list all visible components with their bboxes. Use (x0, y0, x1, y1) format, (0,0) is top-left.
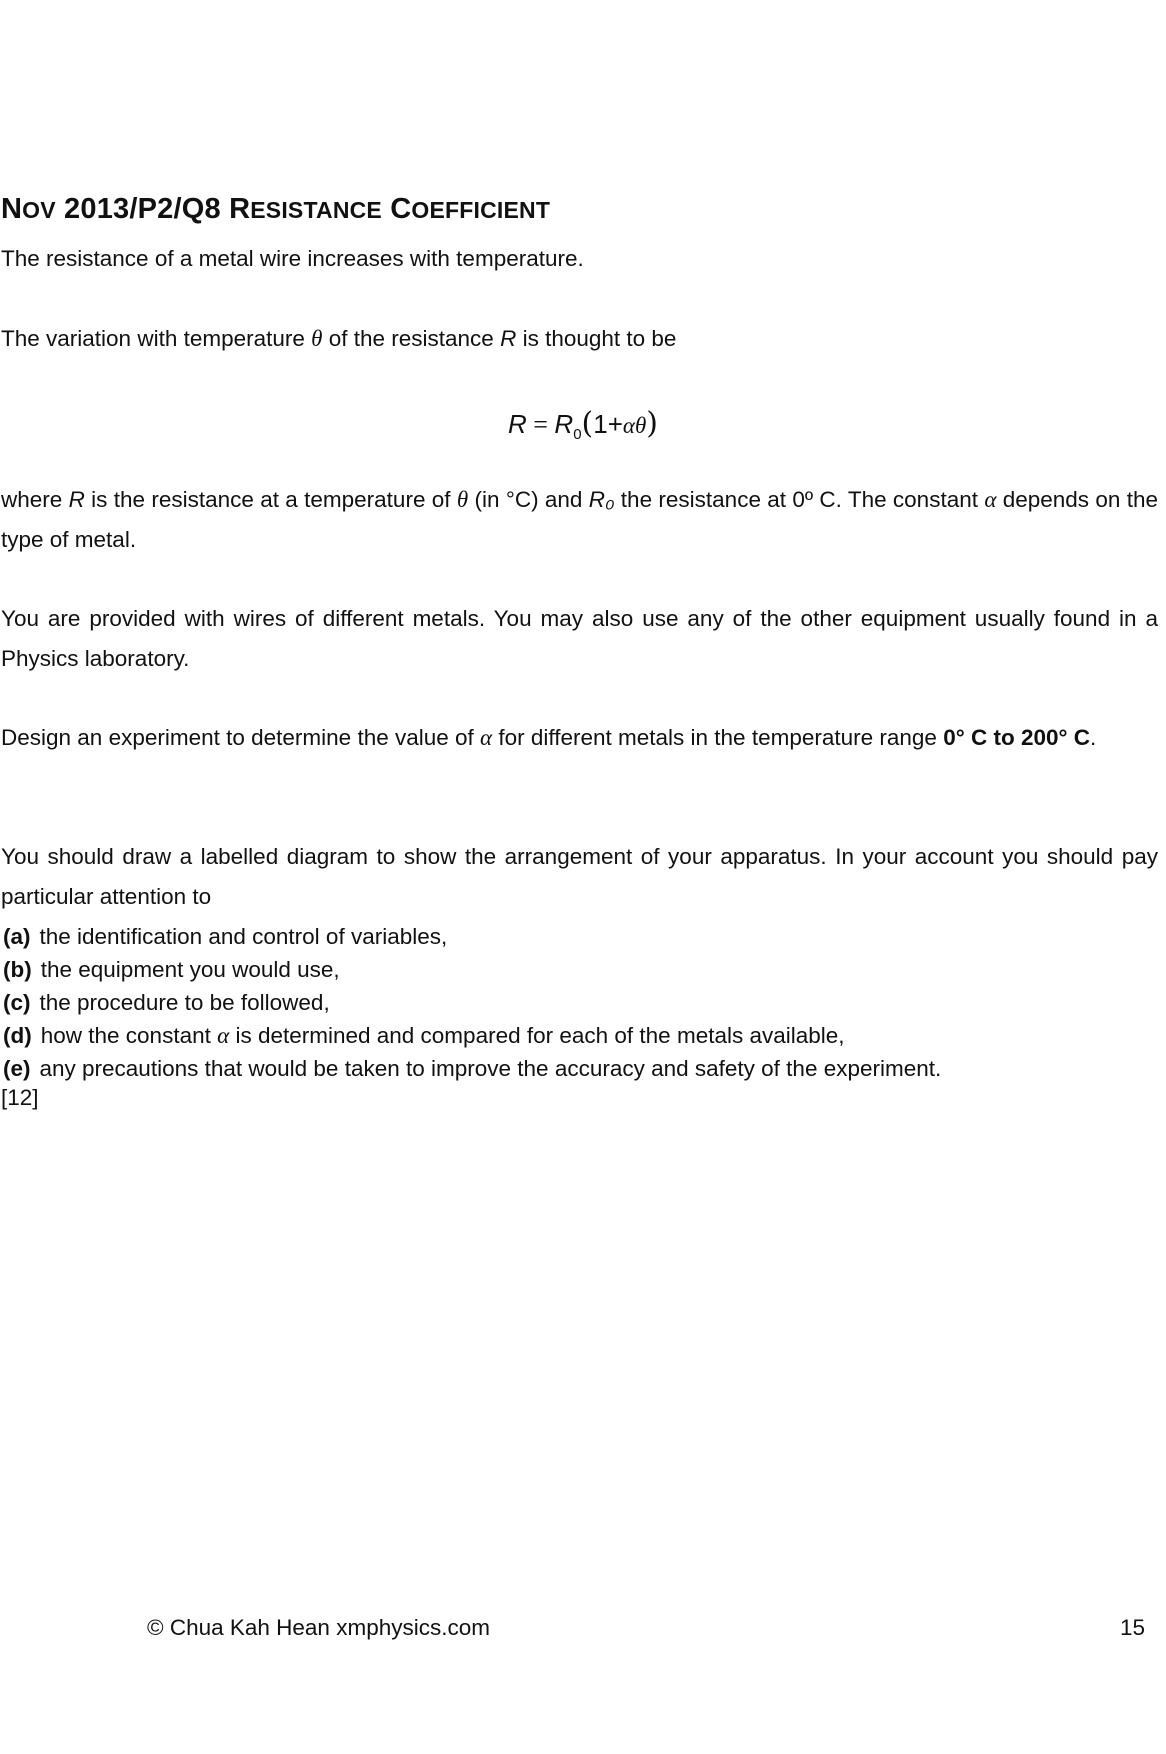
text-segment: depends on the type of metal. (1, 487, 1158, 552)
list-item-text: any precautions that would be taken to improve the accuracy and safety of the experiment. (39, 1056, 942, 1081)
text-segment: Design an experiment to determine the value of (1, 725, 481, 750)
alpha-symbol: α (984, 487, 997, 512)
list-item (3, 1019, 1160, 1052)
text-segment: is thought to be (516, 326, 677, 351)
eq-equals: = (526, 410, 555, 439)
resistance-symbol: R (68, 487, 85, 512)
list-item-label: (d) (3, 1023, 32, 1048)
eq-subscript: 0 (573, 426, 582, 443)
text-segment: The variation with temperature (1, 326, 312, 351)
intro-paragraph: The resistance of a metal wire increases with temperature. (1, 246, 584, 271)
question-title (1, 193, 550, 226)
text-segment: the resistance at 0º C. The constant (614, 487, 985, 512)
eq-r0: R (554, 409, 574, 439)
list-item (3, 953, 1160, 986)
marks-allocation: [12] (1, 1085, 39, 1110)
alpha-symbol: α (217, 1023, 230, 1048)
text-segment: (in °C) and (468, 487, 589, 512)
text-segment: is the resistance at a temperature of (84, 487, 457, 512)
list-item (3, 1052, 1160, 1085)
instructions-paragraph: You should draw a labelled diagram to show the arrangement of your apparatus. In your account you should pay particular attention to (1, 844, 1158, 909)
list-item-label: (e) (3, 1056, 31, 1081)
attention-list (3, 920, 1160, 1085)
theta-symbol: θ (456, 487, 469, 512)
list-item-label: (b) (3, 957, 32, 982)
text-segment: . (1089, 725, 1097, 750)
task-paragraph (1, 718, 1158, 758)
list-item (3, 986, 1160, 1019)
text-segment: of the resistance (322, 326, 501, 351)
footer-copyright: © Chua Kah Hean xmphysics.com (147, 1615, 490, 1640)
text-segment: for different metals in the temperature range (492, 725, 944, 750)
r0-symbol: R₀ (588, 487, 615, 512)
eq-alpha-theta: αθ (622, 413, 647, 438)
eq-close-paren: ) (646, 406, 659, 441)
title-part: OEFFICIENT (411, 197, 551, 223)
eq-one-plus: 1+ (593, 409, 623, 439)
list-item-text: how the constant (40, 1023, 218, 1048)
title-part: N (1, 193, 23, 225)
resistance-symbol: R (500, 326, 517, 351)
text-segment: where (1, 487, 69, 512)
definition-paragraph (1, 480, 1158, 560)
title-part: OV (22, 197, 56, 223)
eq-open-paren: ( (581, 406, 594, 441)
list-item-label: (a) (3, 924, 31, 949)
equipment-paragraph: You are provided with wires of different metals. You may also use any of the other equipment usually found in a Physics laboratory. (1, 606, 1158, 671)
title-part: C (381, 193, 412, 225)
title-part: ESISTANCE (250, 197, 382, 223)
resistance-equation (0, 404, 1166, 455)
list-item-text: the equipment you would use, (40, 957, 340, 982)
variation-paragraph (1, 319, 1158, 359)
theta-symbol: θ (311, 326, 323, 351)
page-number: 15 (1120, 1615, 1146, 1640)
list-item-label: (c) (3, 990, 31, 1015)
list-item-text: is determined and compared for each of the metals available, (229, 1023, 845, 1048)
list-item-text: the procedure to be followed, (39, 990, 330, 1015)
list-item (3, 920, 1160, 953)
alpha-symbol: α (480, 725, 493, 750)
list-item-text: the identification and control of variables, (39, 924, 448, 949)
temperature-range: 0° C to 200° C (943, 725, 1090, 750)
title-part: 2013/P2/Q8 R (55, 193, 251, 225)
eq-r: R (507, 409, 527, 439)
